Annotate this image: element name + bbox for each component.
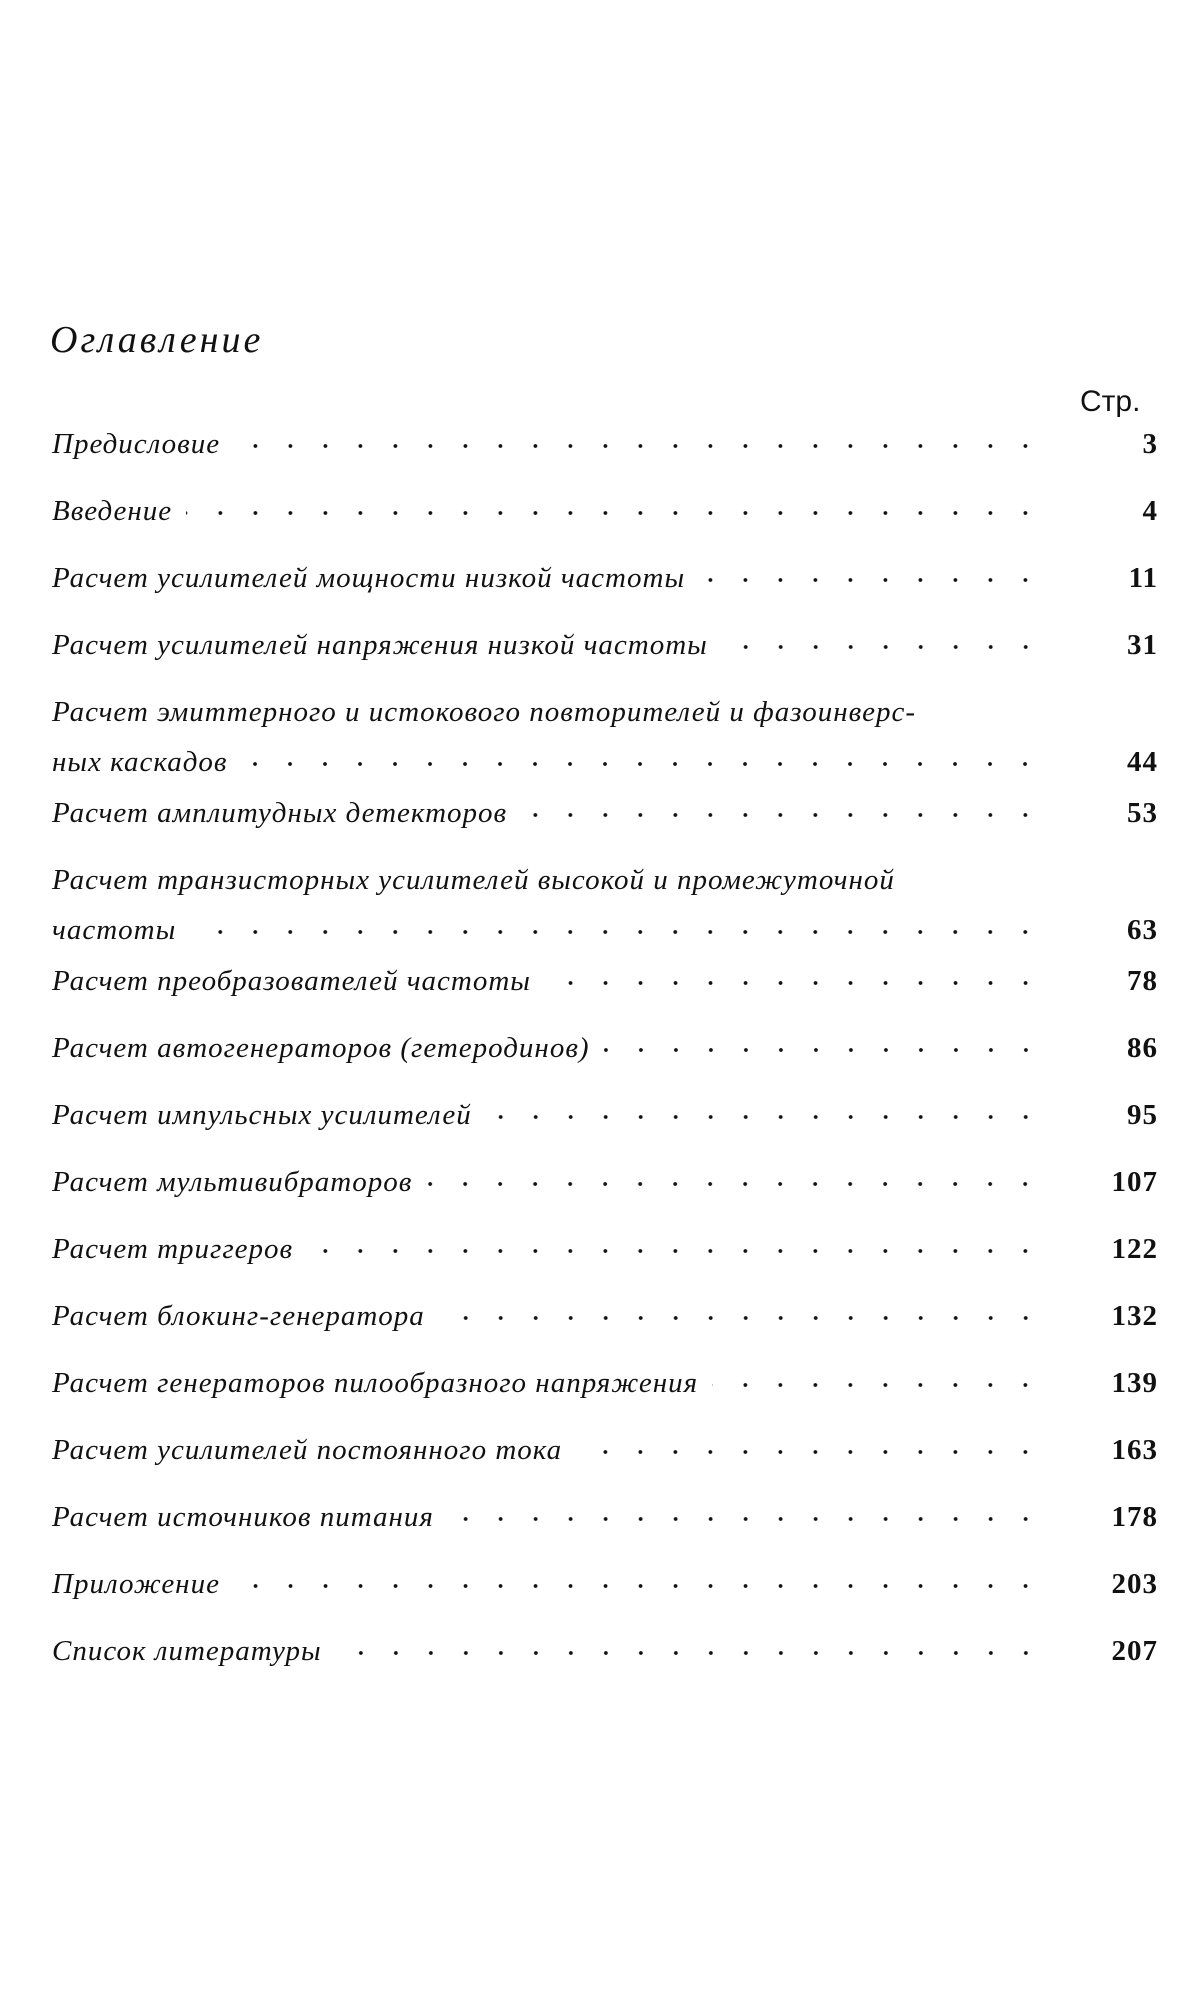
dot-leader xyxy=(439,1316,1043,1320)
toc-page-number: 107 xyxy=(1111,1166,1158,1198)
toc-entry xyxy=(52,495,1158,562)
toc-entry-title: Расчет транзисторных усилителей высокой и промежуточной xyxy=(52,864,905,897)
page-column-label: Стр. xyxy=(1080,385,1141,418)
toc-entry xyxy=(52,1635,1158,1702)
toc-entry xyxy=(52,1099,1158,1166)
toc-entry-line xyxy=(52,1434,1043,1467)
dot-leader xyxy=(712,1383,1043,1387)
toc-page-number: 122 xyxy=(1111,1233,1158,1265)
toc-entry-title: Расчет автогенераторов (гетеродинов) xyxy=(52,1032,600,1065)
toc-entry-title: частоты xyxy=(52,914,186,947)
toc-entry-line xyxy=(52,1568,1043,1601)
toc-page-number: 95 xyxy=(1127,1099,1158,1131)
toc-entry xyxy=(52,1032,1158,1099)
toc-page-number: 86 xyxy=(1127,1032,1158,1064)
toc-entry-title: Расчет импульсных усилителей xyxy=(52,1099,482,1132)
toc-entry-title: ных каскадов xyxy=(52,746,237,779)
toc-page-number: 132 xyxy=(1111,1300,1158,1332)
dot-leader xyxy=(234,444,1043,448)
dot-leader xyxy=(576,1450,1043,1454)
toc-entry-title: Введение xyxy=(52,495,182,528)
toc-entry-line xyxy=(52,1501,1043,1534)
dot-leader xyxy=(699,578,1043,582)
toc-page-number: 11 xyxy=(1128,562,1158,594)
toc-list xyxy=(52,428,1158,1702)
toc-entry-title: Расчет триггеров xyxy=(52,1233,303,1266)
toc-entry-line xyxy=(52,629,1043,662)
dot-leader xyxy=(722,645,1043,649)
toc-page-number: 207 xyxy=(1111,1635,1158,1667)
toc-page-number: 178 xyxy=(1111,1501,1158,1533)
toc-entry xyxy=(52,696,1158,797)
toc-entry-title: Приложение xyxy=(52,1568,230,1601)
toc-entry-title: Расчет усилителей постоянного тока xyxy=(52,1434,572,1467)
dot-leader xyxy=(448,1517,1043,1521)
toc-entry-line xyxy=(52,1635,1043,1668)
dot-leader xyxy=(604,1048,1043,1052)
toc-entry-line xyxy=(52,1166,1043,1199)
toc-entry-title: Предисловие xyxy=(52,428,230,461)
toc-entry xyxy=(52,864,1158,965)
toc-page-number: 44 xyxy=(1127,746,1158,778)
toc-page-number: 3 xyxy=(1142,428,1158,460)
toc-entry-title: Расчет эмиттерного и истокового повторителей и фазоинверс- xyxy=(52,696,926,729)
dot-leader xyxy=(486,1115,1043,1119)
toc-entry-title: Расчет усилителей мощности низкой частоты xyxy=(52,562,695,595)
toc-entry-line xyxy=(52,914,1043,947)
toc-page-number: 203 xyxy=(1111,1568,1158,1600)
toc-entry xyxy=(52,1300,1158,1367)
toc-page-number: 31 xyxy=(1127,629,1158,661)
toc-entry xyxy=(52,428,1158,495)
toc-entry-line xyxy=(52,1233,1043,1266)
dot-leader xyxy=(186,511,1043,515)
toc-entry-title: Расчет преобразователей частоты xyxy=(52,965,541,998)
toc-entry-line xyxy=(52,797,1043,830)
toc-entry xyxy=(52,1166,1158,1233)
toc-entry-line xyxy=(52,696,1043,729)
toc-entry-title: Расчет генераторов пилообразного напряжения xyxy=(52,1367,708,1400)
toc-entry-line xyxy=(52,746,1043,779)
toc-entry xyxy=(52,1233,1158,1300)
toc-page-number: 63 xyxy=(1127,914,1158,946)
toc-entry-line xyxy=(52,1099,1043,1132)
toc-entry-title: Расчет блокинг-генератора xyxy=(52,1300,435,1333)
dot-leader xyxy=(336,1651,1043,1655)
toc-page-number: 139 xyxy=(1111,1367,1158,1399)
dot-leader xyxy=(426,1182,1043,1186)
toc-entry-line xyxy=(52,495,1043,528)
toc-entry xyxy=(52,629,1158,696)
toc-entry-title: Расчет мультивибраторов xyxy=(52,1166,422,1199)
toc-page-number: 78 xyxy=(1127,965,1158,997)
dot-leader xyxy=(307,1249,1043,1253)
toc-entry-line xyxy=(52,1367,1043,1400)
toc-entry-title: Расчет усилителей напряжения низкой частоты xyxy=(52,629,718,662)
toc-entry xyxy=(52,1434,1158,1501)
dot-leader xyxy=(545,981,1043,985)
toc-entry-line xyxy=(52,864,1043,897)
toc-entry xyxy=(52,797,1158,864)
toc-page-number: 163 xyxy=(1111,1434,1158,1466)
toc-entry xyxy=(52,965,1158,1032)
toc-entry xyxy=(52,1568,1158,1635)
toc-entry-line xyxy=(52,1032,1043,1065)
toc-page-number: 53 xyxy=(1127,797,1158,829)
toc-entry-line xyxy=(52,1300,1043,1333)
dot-leader xyxy=(241,762,1043,766)
toc-heading: Оглавление xyxy=(50,319,264,361)
toc-entry-line xyxy=(52,562,1043,595)
toc-entry-line xyxy=(52,428,1043,461)
toc-entry xyxy=(52,562,1158,629)
toc-entry-title: Расчет источников питания xyxy=(52,1501,444,1534)
dot-leader xyxy=(234,1584,1043,1588)
toc-entry xyxy=(52,1367,1158,1434)
toc-entry xyxy=(52,1501,1158,1568)
toc-entry-title: Список литературы xyxy=(52,1635,332,1668)
dot-leader xyxy=(521,813,1043,817)
toc-entry-line xyxy=(52,965,1043,998)
toc-entry-title: Расчет амплитудных детекторов xyxy=(52,797,517,830)
dot-leader xyxy=(190,930,1043,934)
toc-page-number: 4 xyxy=(1142,495,1158,527)
